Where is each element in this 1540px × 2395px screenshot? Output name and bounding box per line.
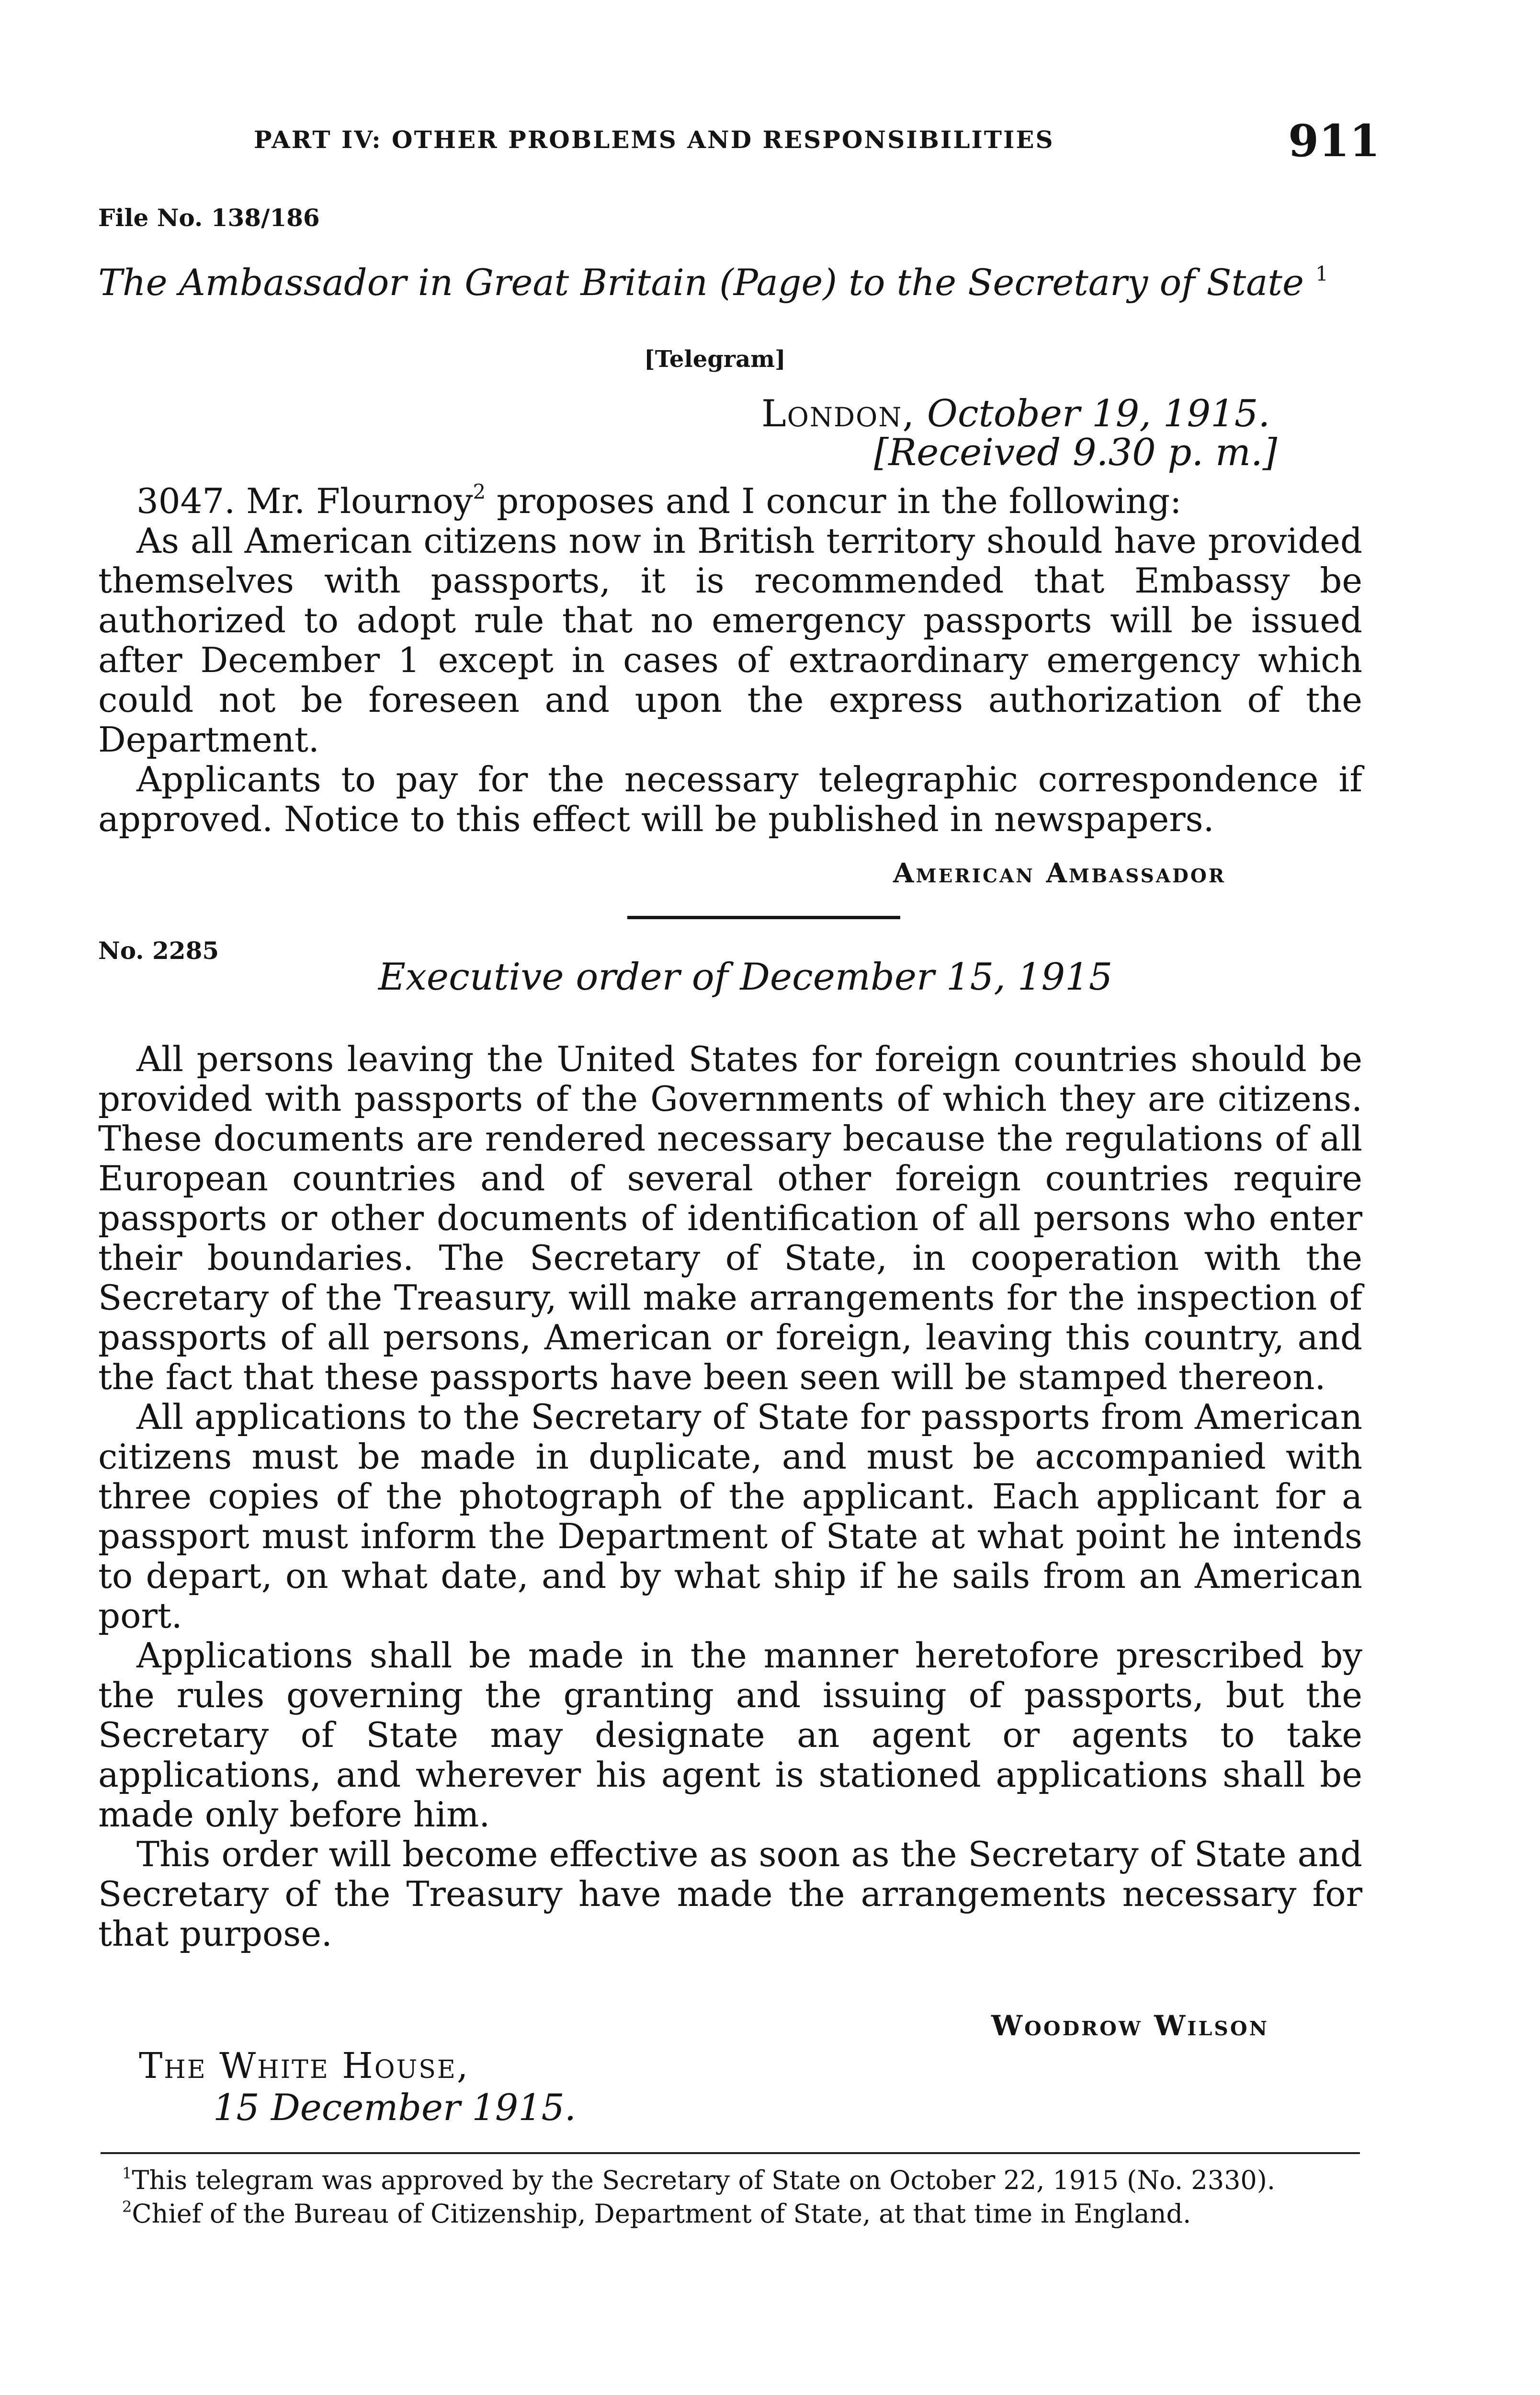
telegram-paragraph: [98, 481, 1362, 521]
footnote: [98, 2199, 1362, 2229]
order-body: [98, 1039, 1362, 1954]
footnotes: [98, 2165, 1362, 2232]
dateline-date: October 19, 1915.: [927, 392, 1270, 435]
telegram-title-text: The Ambassador in Great Britain (Page) to the Secretary of State: [98, 261, 1304, 304]
page-number: 911: [1288, 115, 1381, 167]
received-note: [Received 9.30 p. m.]: [874, 431, 1278, 474]
footnote-text: Chief of the Bureau of Citizenship, Department of State, at that time in England.: [132, 2199, 1191, 2229]
order-place: The White House,: [139, 2045, 470, 2087]
footnote-mark: 1: [122, 2164, 132, 2182]
section-divider: [627, 916, 900, 919]
order-title: Executive order of December 15, 1915: [378, 956, 1113, 999]
telegram-title: [98, 261, 1328, 304]
footnote-text: This telegram was approved by the Secretary of State on October 22, 1915 (No. 2330).: [132, 2165, 1276, 2195]
order-signature: Woodrow Wilson: [991, 2009, 1269, 2042]
telegram-para1-start: 3047. Mr. Flournoy: [136, 481, 473, 521]
order-paragraph: All applications to the Secretary of State for passports from American citizens must be made in duplicate, and must be accompanied with three copies of the photograph of the applicant. Each applicant for a passport must inform the Department of State at what point he intends to depart, on what date, and by what ship if he sails from an American port.: [98, 1397, 1362, 1636]
dateline-city: London,: [761, 392, 916, 435]
order-paragraph: This order will become effective as soon as the Secretary of State and Secretary of the Treasury have made the arrangements necessary for that purpose.: [98, 1834, 1362, 1954]
telegram-label: [Telegram]: [644, 346, 786, 373]
order-number: No. 2285: [98, 936, 219, 965]
file-number: File No. 138/186: [98, 204, 320, 232]
running-head: PART IV: OTHER PROBLEMS AND RESPONSIBILITIES: [254, 125, 1054, 154]
telegram-signature: American Ambassador: [893, 857, 1226, 889]
footnote-rule: [101, 2152, 1360, 2154]
order-paragraph: All persons leaving the United States for foreign countries should be provided with passports of the Governments of which they are citizens. These documents are rendered necessary because the regulations of all European countries and of several other foreign countries require passports or other documents of identification of all persons who enter their boundaries. The Secretary of State, in cooperation with the Secretary of the Treasury, will make arrangements for the inspection of passports of all persons, American or foreign, leaving this country, and the fact that these passports have been seen will be stamped thereon.: [98, 1039, 1362, 1397]
footnote-ref-1: 1: [1315, 262, 1328, 285]
footnote: [98, 2165, 1362, 2196]
telegram-body: [98, 481, 1362, 839]
order-paragraph: Applications shall be made in the manner heretofore prescribed by the rules governing the granting and issuing of passports, but the Secretary of State may designate an agent or agents to take applications, and wherever his agent is stationed applications shall be made only before him.: [98, 1635, 1362, 1835]
telegram-paragraph: Applicants to pay for the necessary telegraphic correspondence if approved. Notice to this effect will be published in newspapers.: [98, 759, 1362, 839]
order-date: 15 December 1915.: [213, 2086, 577, 2129]
footnote-ref-2: 2: [473, 480, 486, 503]
telegram-para1-end: proposes and I concur in the following:: [486, 481, 1182, 521]
footnote-mark: 2: [122, 2198, 132, 2216]
dateline: [761, 393, 1270, 435]
telegram-paragraph: As all American citizens now in British territory should have provided themselves with passports, it is recommended that Embassy be authorized to adopt rule that no emergency passports will be issued after December 1 except in cases of extraordinary emergency which could not be foreseen and upon the express authorization of the Department.: [98, 521, 1362, 760]
